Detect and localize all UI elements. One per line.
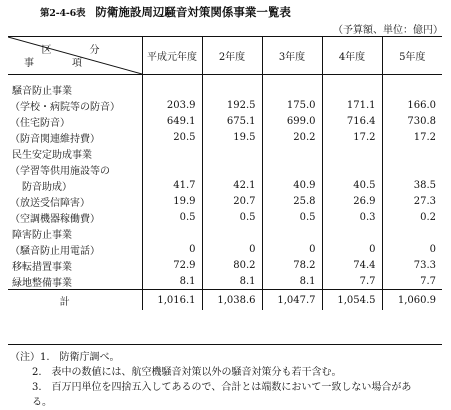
cell-value: 0	[142, 241, 202, 257]
cell-value: 7.7	[382, 273, 442, 290]
cell-value	[202, 161, 262, 177]
cell-value: 7.7	[322, 273, 382, 290]
cell-value: 0.3	[322, 209, 382, 225]
total-value: 1,060.9	[382, 290, 442, 311]
total-value: 1,047.7	[262, 290, 322, 311]
table-row	[8, 161, 442, 177]
cell-value: 27.3	[382, 193, 442, 209]
row-label: （空調機器稼働費）	[10, 213, 100, 225]
cell-value: 42.1	[202, 177, 262, 193]
cell-value: 19.9	[142, 193, 202, 209]
cell-value	[322, 75, 382, 98]
table-body	[8, 75, 442, 290]
total-label: 計	[8, 290, 142, 311]
row-label: 民生安定助成事業	[12, 149, 92, 161]
header-year-3: 4年度	[322, 37, 382, 75]
row-label: 移転措置事業	[12, 261, 72, 273]
cell-value: 40.9	[262, 177, 322, 193]
table-title-text: 防衛施設周辺騒音対策関係事業一覧表	[95, 5, 291, 19]
table-row	[8, 209, 442, 225]
cell-value: 0.5	[262, 209, 322, 225]
cell-value	[382, 161, 442, 177]
cell-value	[382, 75, 442, 98]
cell-value: 730.8	[382, 113, 442, 129]
cell-value: 41.7	[142, 177, 202, 193]
row-label: （防音関連維持費）	[10, 133, 100, 145]
table-row	[8, 75, 442, 98]
cell-value: 716.4	[322, 113, 382, 129]
cell-value	[382, 145, 442, 161]
row-label: 障害防止事業	[12, 229, 72, 241]
cell-value	[202, 225, 262, 241]
table-row	[8, 113, 442, 129]
cell-value: 17.2	[322, 129, 382, 145]
cell-value: 192.5	[202, 97, 262, 113]
notes-label: （注）	[10, 352, 40, 363]
header-diagonal-cell	[8, 37, 142, 75]
cell-value: 73.3	[382, 257, 442, 273]
header-year-2: 3年度	[262, 37, 322, 75]
cell-value	[202, 75, 262, 98]
cell-value: 699.0	[262, 113, 322, 129]
cell-value: 8.1	[262, 273, 322, 290]
row-label: （騒音防止用電話）	[10, 245, 100, 257]
cell-value: 19.5	[202, 129, 262, 145]
cell-value	[382, 225, 442, 241]
cell-value	[142, 75, 202, 98]
total-row	[8, 290, 442, 311]
cell-value: 0	[202, 241, 262, 257]
cell-value: 38.5	[382, 177, 442, 193]
budget-table	[8, 36, 442, 345]
cell-value	[322, 145, 382, 161]
cell-value: 203.9	[142, 97, 202, 113]
cell-value: 8.1	[202, 273, 262, 290]
cell-value: 72.9	[142, 257, 202, 273]
header-row	[8, 37, 442, 75]
row-label: 防音助成）	[22, 181, 72, 193]
note-text: 1. 防衛庁調べ。	[40, 352, 120, 363]
note-line	[10, 350, 446, 365]
cell-value: 0.5	[202, 209, 262, 225]
cell-value: 675.1	[202, 113, 262, 129]
unit-label: （予算額、単位：億円）	[333, 25, 443, 36]
cell-value: 0.2	[382, 209, 442, 225]
cell-value	[202, 145, 262, 161]
cell-value: 171.1	[322, 97, 382, 113]
note-line: る。	[32, 397, 52, 408]
row-label: 緑地整備事業	[12, 277, 72, 289]
cell-value: 25.8	[262, 193, 322, 209]
cell-value: 0	[322, 241, 382, 257]
total-value: 1,016.1	[142, 290, 202, 311]
cell-value	[322, 161, 382, 177]
cell-value	[262, 145, 322, 161]
cell-value: 78.2	[262, 257, 322, 273]
header-item: 事 項	[24, 58, 96, 69]
table-row	[8, 241, 442, 257]
table-title	[40, 4, 444, 20]
header-year-1: 2年度	[202, 37, 262, 75]
cell-value	[262, 225, 322, 241]
cell-value: 80.2	[202, 257, 262, 273]
table-row	[8, 177, 442, 193]
row-label: （放送受信障害）	[10, 197, 90, 209]
table-row	[8, 257, 442, 273]
cell-value: 0	[262, 241, 322, 257]
cell-value: 8.1	[142, 273, 202, 290]
note-line: 3. 百万円単位を四捨五入してあるので、合計とは端数において一致しない場合があ	[32, 382, 412, 393]
table-row	[8, 129, 442, 145]
row-label: （学習等供用施設等の	[10, 165, 110, 177]
cell-value	[142, 145, 202, 161]
table-row	[8, 193, 442, 209]
notes	[10, 350, 446, 410]
table-number: 第2-4-6表	[40, 8, 86, 19]
table-row	[8, 225, 442, 241]
cell-value	[322, 225, 382, 241]
cell-value: 40.5	[322, 177, 382, 193]
table-row	[8, 97, 442, 113]
cell-value	[262, 161, 322, 177]
row-label: 騒音防止事業	[12, 85, 72, 97]
cell-value: 166.0	[382, 97, 442, 113]
table-row	[8, 273, 442, 290]
cell-value: 175.0	[262, 97, 322, 113]
cell-value: 74.4	[322, 257, 382, 273]
table-row	[8, 145, 442, 161]
cell-value: 649.1	[142, 113, 202, 129]
cell-value: 0.5	[142, 209, 202, 225]
cell-value: 20.5	[142, 129, 202, 145]
header-year-0: 平成元年度	[142, 37, 202, 75]
header-category: 区 分	[41, 45, 114, 56]
row-label: （住宅防音）	[10, 117, 70, 129]
cell-value: 26.9	[322, 193, 382, 209]
cell-value	[142, 225, 202, 241]
cell-value: 20.2	[262, 129, 322, 145]
cell-value: 20.7	[202, 193, 262, 209]
note-line: 2. 表中の数値には、航空機騒音対策以外の騒音対策分も若干含む。	[32, 367, 342, 378]
cell-value	[142, 161, 202, 177]
header-year-4: 5年度	[382, 37, 442, 75]
cell-value	[262, 75, 322, 98]
cell-value: 0	[382, 241, 442, 257]
row-label: （学校・病院等の防音）	[10, 101, 120, 113]
total-value: 1,054.5	[322, 290, 382, 311]
total-value: 1,038.6	[202, 290, 262, 311]
cell-value: 17.2	[382, 129, 442, 145]
